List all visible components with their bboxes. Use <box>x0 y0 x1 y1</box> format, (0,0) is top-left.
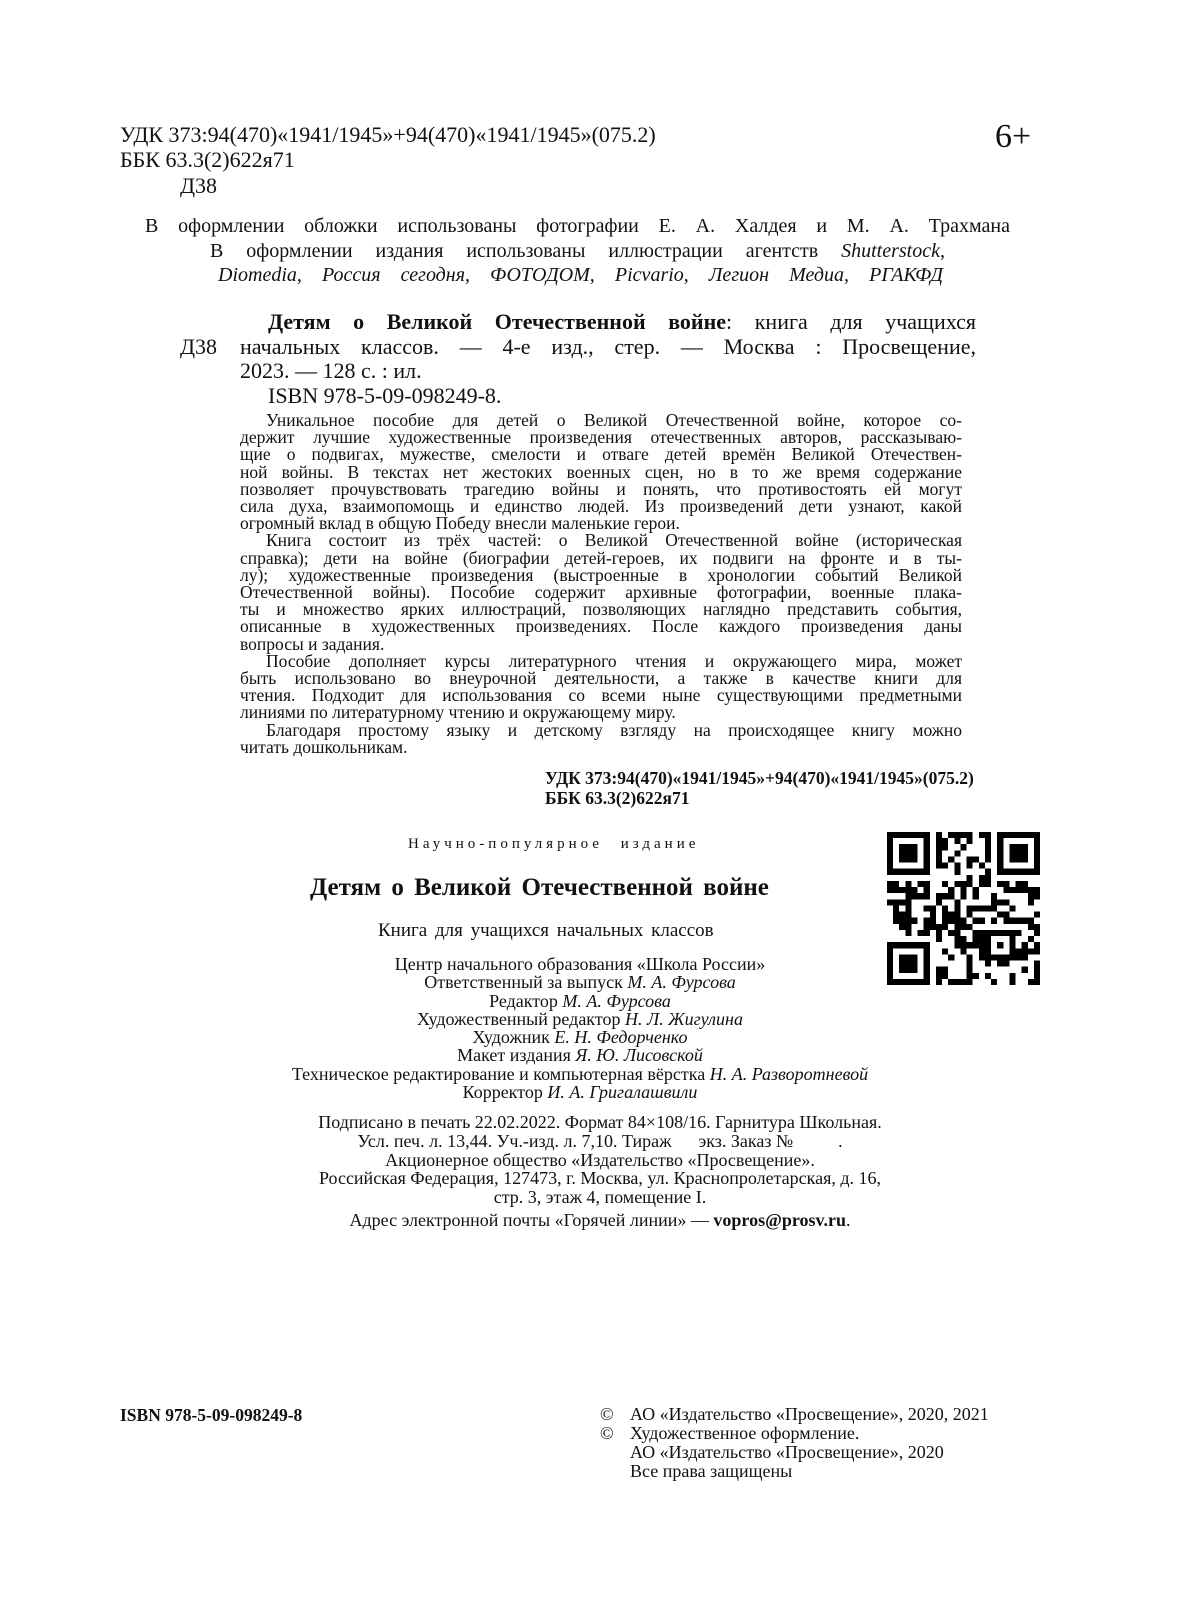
annotation-line: позволяет прочувствовать трагедию войны и понять, что противостоять ей могут <box>240 478 962 499</box>
bib-title-rest: : книга для учащихся <box>726 309 976 334</box>
imprint-line: Усл. печ. л. 13,44. Уч.-изд. л. 7,10. Тираж экз. Заказ № . <box>357 1130 843 1151</box>
imprint-line: стр. 3, этаж 4, помещение I. <box>493 1187 707 1208</box>
copyright-block <box>600 1405 989 1481</box>
edition-title: Детям о Великой Отечественной войне <box>310 874 769 901</box>
email-suffix: . <box>846 1209 851 1230</box>
annotation-line: Благодаря простому языку и детскому взгляду на происходящее книгу можно <box>266 719 962 740</box>
annotation-line: читать дошкольникам. <box>240 736 408 757</box>
annotation-line: чтения. Подходит для использования со всеми ныне существующими предметными <box>240 685 962 706</box>
annotation-line: Уникальное пособие для детей о Великой Отечественной войне, которое со- <box>266 410 962 430</box>
edition-subtitle: Книга для учащихся начальных классов <box>378 920 714 941</box>
staff-role: Художественный редактор <box>417 1008 621 1029</box>
annotation-line: Книга состоит из трёх частей: о Великой Отечественной войне (историческая <box>266 530 962 551</box>
annotation-line: быть использовано во внеурочной деятельности, а также в качестве книги для <box>240 668 962 689</box>
bib-line-2: начальных классов. — 4-е изд., стер. — Москва : Просвещение, <box>240 334 976 359</box>
staff-role: Корректор <box>462 1082 543 1103</box>
staff-person: М. А. Фурсова <box>562 990 671 1011</box>
agency-list-start: Shutterstock, <box>841 240 945 262</box>
annotation <box>240 412 962 756</box>
email-link[interactable]: vopros@prosv.ru <box>713 1209 847 1230</box>
edition-kind: Научно-популярное издание <box>408 836 700 852</box>
footer-isbn: ISBN 978-5-09-098249-8 <box>120 1405 303 1425</box>
udk-line: УДК 373:94(470)«1941/1945»+94(470)«1941/1945»(075.2) <box>120 122 656 147</box>
staff-line-proofreader <box>180 1083 980 1101</box>
illustration-credits-text: В оформлении издания использованы иллюстрации агентств <box>210 240 842 262</box>
staff-role: Техническое редактирование и компьютерная вёрстка <box>291 1063 706 1084</box>
annotation-line: лу); художественные произведения (выстроенные в хронологии событий Великой <box>240 564 962 585</box>
copyright-line: АО «Издательство «Просвещение», 2020 <box>630 1442 944 1462</box>
copyright-symbol: © <box>600 1423 614 1443</box>
imprint-line: Российская Федерация, 127473, г. Москва, ул. Краснопролетарская, д. 16, <box>318 1168 882 1189</box>
annotation-line: ты и множество ярких иллюстраций, позволяющих наглядно представить события, <box>240 599 962 620</box>
imprint-line: Акционерное общество «Издательство «Просвещение». <box>385 1149 815 1170</box>
annotation-line: держит лучшие художественные произведения отечественных авторов, рассказываю- <box>240 427 962 448</box>
annotation-line: описанные в художественных произведениях. После каждого произведения даны <box>240 616 962 637</box>
imprint <box>190 1113 1010 1230</box>
annotation-line: сила духа, взаимопомощь и единство людей. Из произведений дети узнают, какой <box>240 496 962 517</box>
cover-photo-credits: В оформлении обложки использованы фотографии Е. А. Халдея и М. А. Трахмана <box>145 215 1010 237</box>
illustration-credits-line <box>210 240 945 262</box>
staff-line-school <box>180 955 980 973</box>
rights-reserved: Все права защищены <box>630 1461 793 1481</box>
annotation-line: Пособие дополняет курсы литературного чтения и окружающего мира, может <box>266 650 962 671</box>
email-label: Адрес электронной почты «Горячей линии» — <box>349 1209 714 1230</box>
annotation-line: щие о подвигах, мужестве, смелости и отваге детей времён Великой Отечествен- <box>240 444 962 465</box>
annotation-line: вопросы и задания. <box>240 633 385 654</box>
staff-role: Центр начального образования «Школа России» <box>394 954 766 974</box>
copyright-line: Художественное оформление. <box>630 1423 860 1443</box>
staff-line-editor <box>180 992 980 1010</box>
staff-role: Макет издания <box>457 1045 571 1066</box>
copyright-symbol: © <box>600 1404 614 1424</box>
bib-code: Д38 <box>180 334 218 359</box>
bib-title: Детям о Великой Отечественной войне <box>268 309 727 334</box>
staff-line-artist <box>180 1028 980 1046</box>
annotation-line: справка); дети на войне (биографии детей-героев, их подвиги на фронте и в ты- <box>240 547 962 568</box>
staff-line-responsible <box>180 973 980 991</box>
annotation-line: огромный вклад в общую Победу внесли маленькие герои. <box>240 513 680 534</box>
annotation-line: Отечественной войны). Пособие содержит архивные фотографии, военные плака- <box>240 582 962 603</box>
staff-role: Редактор <box>489 990 558 1011</box>
staff-role: Ответственный за выпуск <box>424 972 623 993</box>
copyright-line: АО «Издательство «Просвещение», 2020, 2021 <box>630 1404 989 1424</box>
staff-person: И. А. Григалашвили <box>547 1082 698 1103</box>
agency-list: Diomedia, Россия сегодня, ФОТОДОМ, Picvario, Легион Медиа, РГАКФД <box>218 264 943 286</box>
classification-bbk: ББК 63.3(2)622я71 <box>545 788 690 808</box>
age-rating: 6+ <box>995 118 1032 155</box>
imprint-email-line <box>190 1211 1010 1230</box>
staff-credits <box>180 955 980 1101</box>
classification-udk: УДК 373:94(470)«1941/1945»+94(470)«1941/1945»(075.2) <box>545 768 974 788</box>
staff-person: Я. Ю. Лисовской <box>575 1045 703 1066</box>
bbk-line: ББК 63.3(2)622я71 <box>120 147 295 172</box>
staff-line-typesetting <box>180 1065 980 1083</box>
staff-role: Художник <box>472 1027 550 1048</box>
author-code: Д38 <box>180 173 218 198</box>
bib-line-1 <box>268 309 976 334</box>
staff-person: М. А. Фурсова <box>627 972 736 993</box>
annotation-line: ной войны. В текстах нет жестоких военных сцен, но в то же время содержание <box>240 461 962 482</box>
staff-person: Н. А. Разворотневой <box>709 1063 869 1084</box>
staff-person: Е. Н. Федорченко <box>554 1027 688 1048</box>
staff-line-art-editor <box>180 1010 980 1028</box>
staff-line-layout <box>180 1046 980 1064</box>
imprint-line: Подписано в печать 22.02.2022. Формат 84×108/16. Гарнитура Школьная. <box>318 1112 882 1132</box>
bib-line-3: 2023. — 128 с. : ил. <box>240 358 422 383</box>
staff-person: Н. Л. Жигулина <box>624 1008 743 1029</box>
annotation-line: линиями по литературному чтению и окружающему миру. <box>240 702 676 723</box>
bib-isbn: ISBN 978-5-09-098249-8. <box>268 383 502 408</box>
